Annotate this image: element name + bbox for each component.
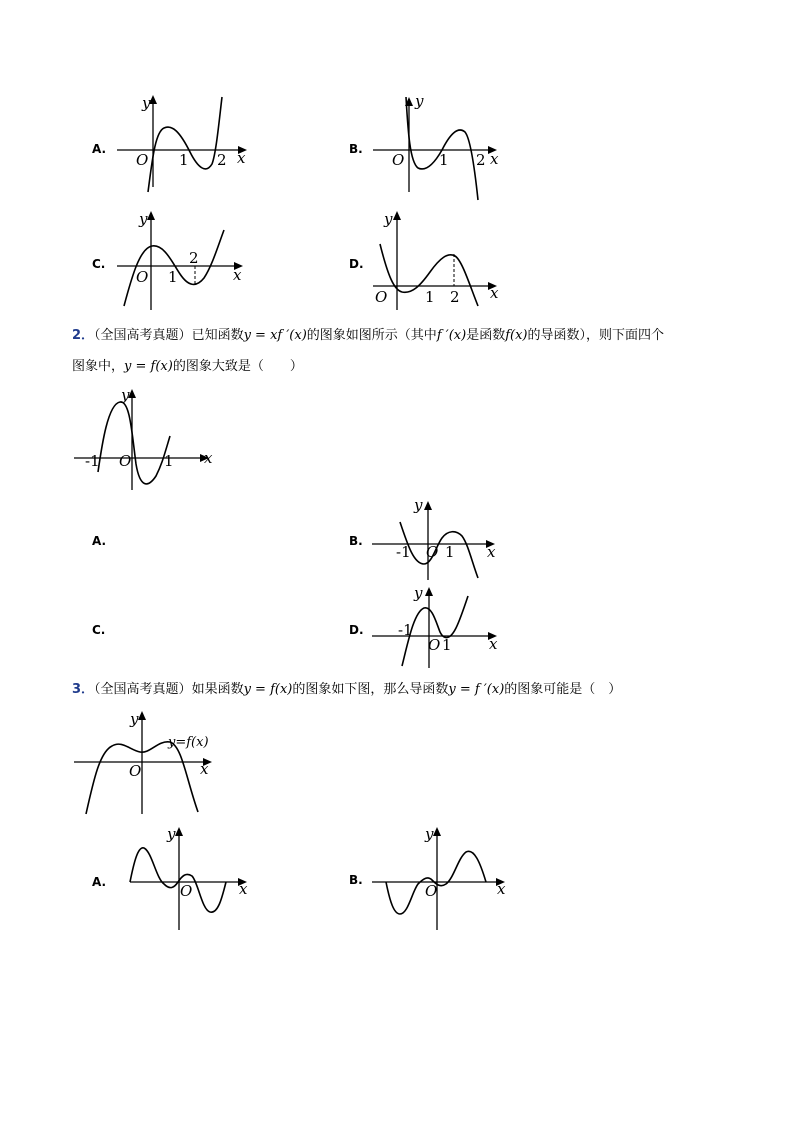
origin-label: O [119, 452, 132, 470]
y-axis-label: y [121, 386, 130, 404]
q1-option-d-graph [370, 206, 510, 316]
question-source: （全国高考真题） [94, 328, 192, 343]
question-text: 图象中， [72, 359, 125, 374]
y-axis-label: y [415, 92, 424, 110]
x-axis-label: x [233, 266, 242, 284]
tick-label-1: 1 [439, 151, 449, 169]
y-axis-label: y [142, 94, 151, 112]
origin-label: O [426, 543, 439, 561]
question-text: 的图象如图所示（其中 [306, 328, 437, 343]
tick-label-1: 1 [179, 151, 189, 169]
q2-option-b-label[interactable]: B. [349, 534, 363, 548]
question-text: 已知函数 [191, 328, 244, 343]
question-text: 的图象可能是（ ） [504, 682, 622, 697]
q1-option-a-label[interactable]: A. [92, 142, 107, 156]
origin-label: O [129, 762, 142, 780]
q3-line1 [72, 681, 621, 699]
tick-label-1: 1 [442, 636, 452, 654]
y-axis-label: y [384, 210, 393, 228]
y-axis-label: y [130, 710, 139, 728]
q3-option-a-label[interactable]: A. [92, 875, 107, 889]
x-axis-label: x [200, 760, 209, 778]
x-axis-label: x [237, 149, 246, 167]
x-axis-label: x [489, 635, 498, 653]
q2-option-d-label[interactable]: D. [349, 623, 364, 637]
tick-label-neg1: -1 [396, 543, 411, 561]
math-expression: y = xf ′(x) [243, 328, 307, 343]
curve-label: y=f(x) [168, 735, 209, 750]
origin-label: O [375, 288, 388, 306]
q2-option-d-graph [370, 582, 510, 672]
tick-label-1: 1 [445, 543, 455, 561]
origin-label: O [136, 151, 149, 169]
question-text: 的图象大致是（ ） [172, 359, 303, 374]
q2-option-b-graph [370, 496, 510, 586]
q3-option-b-label[interactable]: B. [349, 873, 363, 887]
q2-option-c-label[interactable]: C. [92, 623, 106, 637]
math-expression: f(x) [505, 328, 528, 343]
origin-label: O [136, 268, 149, 286]
question-text: 的导函数），则下面四个 [527, 328, 665, 343]
x-axis-label: x [490, 284, 499, 302]
tick-label-2: 2 [189, 249, 199, 267]
tick-label-2: 2 [450, 288, 460, 306]
question-text: 是函数 [466, 328, 506, 343]
origin-label: O [180, 882, 193, 900]
y-axis-label: y [167, 825, 176, 843]
question-text: 的图象如下图，那么导函数 [292, 682, 449, 697]
origin-label: O [392, 151, 405, 169]
tick-label-2: 2 [217, 151, 227, 169]
origin-label: O [428, 636, 441, 654]
q1-option-a-graph [112, 92, 252, 202]
y-axis-label: y [139, 210, 148, 228]
origin-label: O [425, 882, 438, 900]
question-number: 2． [72, 328, 95, 343]
tick-label-2: 2 [476, 151, 486, 169]
y-axis-label: y [414, 584, 423, 602]
q2-line1 [72, 327, 664, 345]
question-source: （全国高考真题） [94, 682, 192, 697]
y-axis-label: y [425, 825, 434, 843]
q3-option-a-graph [112, 822, 252, 932]
q1-option-b-graph [370, 92, 510, 202]
x-axis-label: x [487, 543, 496, 561]
math-expression: f ′(x) [436, 328, 467, 343]
question-number: 3． [72, 682, 95, 697]
q2-figure [72, 384, 222, 494]
tick-label-neg1: -1 [85, 452, 100, 470]
tick-label-1: 1 [168, 268, 178, 286]
question-text: 如果函数 [191, 682, 244, 697]
tick-label-1: 1 [425, 288, 435, 306]
tick-label-1: 1 [164, 452, 174, 470]
math-expression: y = f ′(x) [448, 682, 505, 697]
y-axis-label: y [414, 496, 423, 514]
x-axis-label: x [204, 449, 213, 467]
q1-option-c-graph [112, 206, 252, 316]
q1-option-b-label[interactable]: B. [349, 142, 363, 156]
x-axis-label: x [490, 150, 499, 168]
q3-figure [72, 708, 222, 818]
q2-line2 [72, 358, 303, 376]
math-expression: y = f(x) [124, 359, 173, 374]
q2-option-a-label[interactable]: A. [92, 534, 107, 548]
q1-option-c-label[interactable]: C. [92, 257, 106, 271]
x-axis-label: x [497, 880, 506, 898]
tick-label-neg1: -1 [398, 621, 413, 639]
q3-option-b-graph [370, 822, 510, 932]
q1-option-d-label[interactable]: D. [349, 257, 364, 271]
x-axis-label: x [239, 880, 248, 898]
math-expression: y = f(x) [243, 682, 293, 697]
